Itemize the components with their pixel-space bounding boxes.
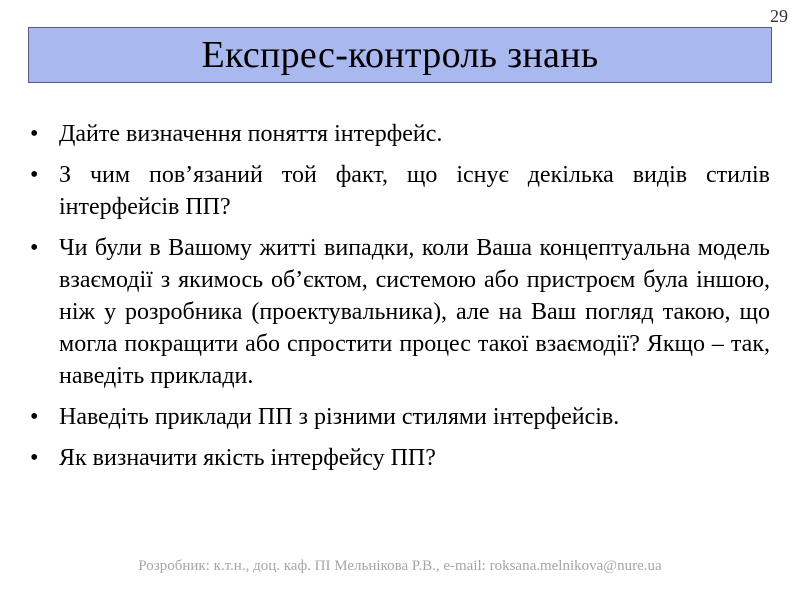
slide-title-box (28, 27, 772, 83)
bullet-text: Наведіть приклади ПП з різними стилями інтерфейсів. (59, 404, 620, 430)
bullet-item (28, 442, 770, 474)
slide-title: Експрес-контроль знань (201, 34, 599, 76)
bullet-text: Чи були в Вашому житті випадки, коли Ваша концептуальна модель взаємодії з якимось об’єктом, системою або пристроєм була іншою, ніж у розробника (проектувальника), але на Ваш погляд такою, що могла покращити або спростити процес такої взаємодії? Якщо – так, наведіть приклади. (59, 235, 770, 389)
bullet-icon: • (30, 162, 39, 188)
bullet-item (28, 118, 770, 150)
bullet-item (28, 401, 770, 433)
page-number: 29 (770, 6, 788, 26)
bullet-text: Як визначити якість інтерфейсу ПП? (59, 445, 436, 471)
bullet-icon: • (30, 121, 39, 147)
bullet-icon: • (30, 404, 39, 430)
bullet-icon: • (30, 445, 39, 471)
slide-footer: Розробник: к.т.н., доц. каф. ПІ Мельнікова Р.В., e-mail: roksana.melnikova@nure.ua (138, 558, 662, 574)
bullet-item (28, 232, 770, 392)
bullet-item (28, 159, 770, 223)
bullet-text: З чим пов’язаний той факт, що існує декілька видів стилів інтерфейсів ПП? (59, 162, 770, 220)
bullet-text: Дайте визначення поняття інтерфейс. (59, 121, 443, 147)
bullet-list (28, 118, 770, 483)
bullet-icon: • (30, 235, 39, 261)
